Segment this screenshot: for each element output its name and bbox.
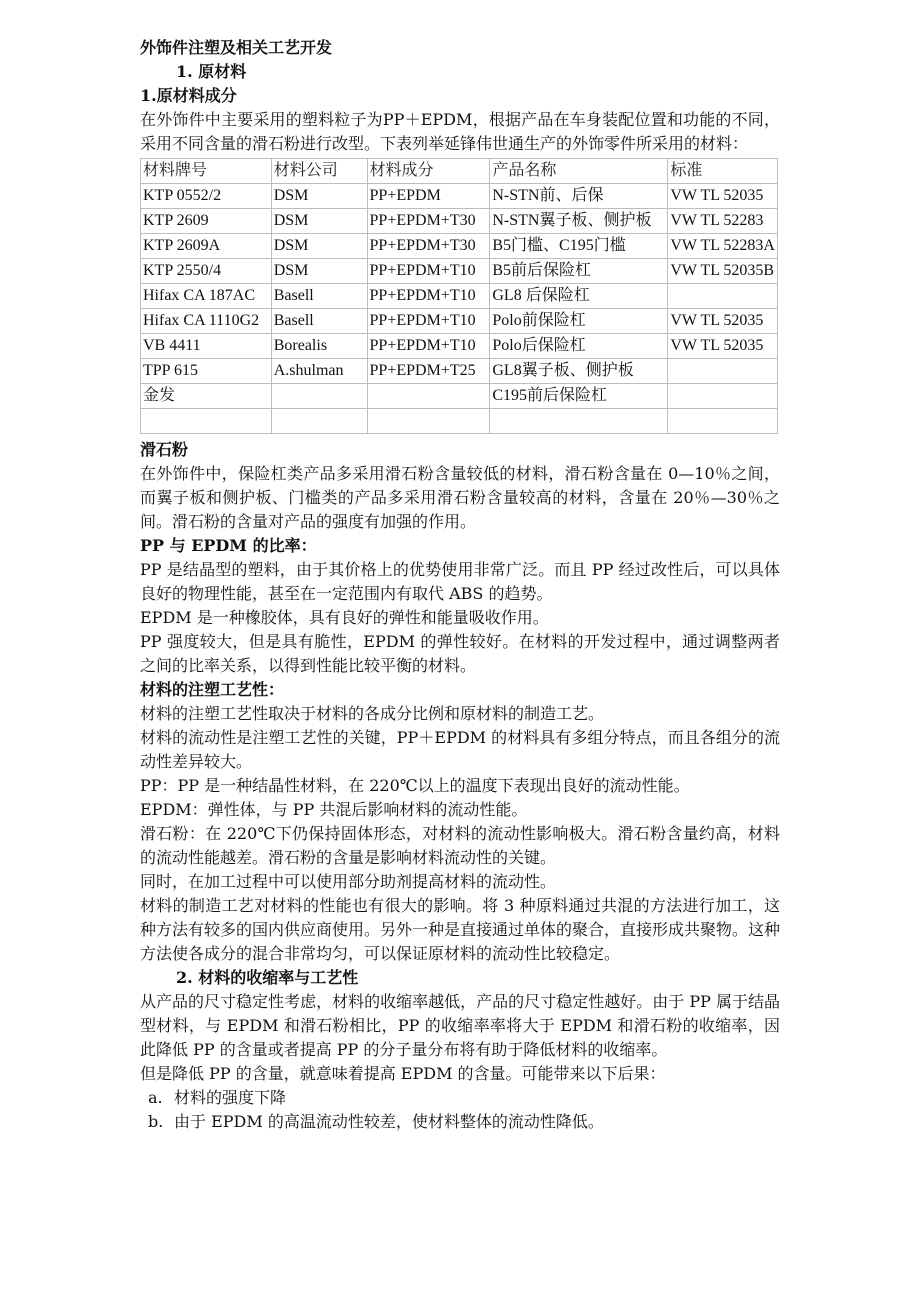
cell-grade xyxy=(141,409,272,434)
cell-composition: PP+EPDM+T10 xyxy=(367,284,490,309)
cell-composition: PP+EPDM+T25 xyxy=(367,359,490,384)
cell-composition: PP+EPDM+T30 xyxy=(367,209,490,234)
ratio-paragraph-2: EPDM 是一种橡胶体，具有良好的弹性和能量吸收作用。 xyxy=(140,608,549,627)
header-standard: 标准 xyxy=(668,159,778,184)
process-heading: 材料的注塑工艺性： xyxy=(140,680,285,699)
cell-composition: PP+EPDM xyxy=(367,184,490,209)
cell-company: Borealis xyxy=(271,334,367,359)
cell-grade: VB 4411 xyxy=(141,334,272,359)
cell-grade: Hifax CA 1110G2 xyxy=(141,309,272,334)
cell-product: Polo后保险杠 xyxy=(490,334,668,359)
ratio-paragraph-1: PP 是结晶型的塑料，由于其价格上的优势使用非常广泛。而且 PP 经过改性后，可以具体良好的物理性能，甚至在一定范围内有取代 ABS 的趋势。 xyxy=(140,560,780,603)
cell-company: DSM xyxy=(271,209,367,234)
cell-standard: VW TL 52283A xyxy=(668,234,778,259)
cell-composition: PP+EPDM+T10 xyxy=(367,259,490,284)
table-row xyxy=(141,284,778,309)
header-product: 产品名称 xyxy=(490,159,668,184)
process-paragraph-4: EPDM：弹性体，与 PP 共混后影响材料的流动性能。 xyxy=(140,800,528,819)
list-marker: a. xyxy=(148,1088,163,1107)
process-paragraph-6: 同时，在加工过程中可以使用部分助剂提高材料的流动性。 xyxy=(140,872,557,891)
document-body xyxy=(140,36,780,1134)
list-item xyxy=(140,1110,780,1134)
cell-grade: KTP 2609 xyxy=(141,209,272,234)
header-company: 材料公司 xyxy=(271,159,367,184)
section-2-heading: 2. 材料的收缩率与工艺性 xyxy=(176,968,359,987)
list-text: 由于 EPDM 的高温流动性较差，使材料整体的流动性降低。 xyxy=(174,1112,604,1131)
cell-grade: KTP 2550/4 xyxy=(141,259,272,284)
table-row xyxy=(141,184,778,209)
cell-product xyxy=(490,409,668,434)
cell-grade: KTP 2609A xyxy=(141,234,272,259)
cell-company: Basell xyxy=(271,284,367,309)
cell-product: GL8 后保险杠 xyxy=(490,284,668,309)
cell-standard: VW TL 52283 xyxy=(668,209,778,234)
list-marker: b. xyxy=(148,1112,164,1131)
table-row xyxy=(141,209,778,234)
header-grade: 材料牌号 xyxy=(141,159,272,184)
cell-product: GL8翼子板、侧护板 xyxy=(490,359,668,384)
cell-product: Polo前保险杠 xyxy=(490,309,668,334)
cell-standard xyxy=(668,384,778,409)
table-row xyxy=(141,259,778,284)
process-paragraph-5: 滑石粉：在 220℃下仍保持固体形态，对材料的流动性影响极大。滑石粉含量约高，材料的流动性能越差。滑石粉的含量是影响材料流动性的关键。 xyxy=(140,824,780,867)
cell-standard xyxy=(668,409,778,434)
ratio-heading: PP 与 EPDM 的比率： xyxy=(140,536,317,555)
cell-standard xyxy=(668,284,778,309)
list-item xyxy=(140,1086,780,1110)
cell-product: B5前后保险杠 xyxy=(490,259,668,284)
cell-composition: PP+EPDM+T10 xyxy=(367,334,490,359)
materials-table xyxy=(140,158,778,434)
cell-standard: VW TL 52035B xyxy=(668,259,778,284)
cell-composition: PP+EPDM+T30 xyxy=(367,234,490,259)
process-paragraph-2: 材料的流动性是注塑工艺性的关键，PP＋EPDM 的材料具有多组分特点，而且各组分的流动性差异较大。 xyxy=(140,728,780,771)
cell-composition xyxy=(367,384,490,409)
cell-composition xyxy=(367,409,490,434)
ratio-paragraph-3: PP 强度较大，但是具有脆性，EPDM 的弹性较好。在材料的开发过程中，通过调整两者之间的比率关系，以得到性能比较平衡的材料。 xyxy=(140,632,780,675)
cell-company xyxy=(271,384,367,409)
cell-grade: KTP 0552/2 xyxy=(141,184,272,209)
intro-paragraph: 在外饰件中主要采用的塑料粒子为PP＋EPDM，根据产品在车身装配位置和功能的不同，采用不同含量的滑石粉进行改型。下表列举延锋伟世通生产的外饰零件所采用的材料： xyxy=(140,110,780,153)
document-title: 外饰件注塑及相关工艺开发 xyxy=(140,38,333,57)
cell-company: Basell xyxy=(271,309,367,334)
cell-product: N-STN前、后保 xyxy=(490,184,668,209)
cell-grade: TPP 615 xyxy=(141,359,272,384)
process-paragraph-7: 材料的制造工艺对材料的性能也有很大的影响。将 3 种原料通过共混的方法进行加工，这种方法有较多的国内供应商使用。另外一种是直接通过单体的聚合，直接形成共聚物。这种方法使各成分的混合非常均匀，可以保证原材料的流动性比较稳定。 xyxy=(140,896,781,963)
table-row xyxy=(141,234,778,259)
cell-company: A.shulman xyxy=(271,359,367,384)
cell-standard: VW TL 52035 xyxy=(668,184,778,209)
cell-standard xyxy=(668,359,778,384)
cell-product: N-STN翼子板、侧护板 xyxy=(490,209,668,234)
section-1-heading: 1. 原材料 xyxy=(176,62,247,81)
section-1-subheading: 1.原材料成分 xyxy=(140,86,237,105)
cell-standard: VW TL 52035 xyxy=(668,309,778,334)
talc-heading: 滑石粉 xyxy=(140,440,189,459)
cell-product: B5门槛、C195门槛 xyxy=(490,234,668,259)
cell-company: DSM xyxy=(271,234,367,259)
cell-composition: PP+EPDM+T10 xyxy=(367,309,490,334)
table-row xyxy=(141,309,778,334)
cell-grade: 金发 xyxy=(141,384,272,409)
header-composition: 材料成分 xyxy=(367,159,490,184)
cell-grade: Hifax CA 187AC xyxy=(141,284,272,309)
shrinkage-paragraph-2: 但是降低 PP 的含量，就意味着提高 EPDM 的含量。可能带来以下后果： xyxy=(140,1064,666,1083)
process-paragraph-3: PP：PP 是一种结晶性材料，在 220℃以上的温度下表现出良好的流动性能。 xyxy=(140,776,690,795)
cell-company xyxy=(271,409,367,434)
cell-company: DSM xyxy=(271,259,367,284)
shrinkage-paragraph-1: 从产品的尺寸稳定性考虑，材料的收缩率越低，产品的尺寸稳定性越好。由于 PP 属于结晶型材料，与 EPDM 和滑石粉相比，PP 的收缩率率将大于 EPDM 和滑石粉的收缩率，因此降低 PP 的含量或者提高 PP 的分子量分布将有助于降低材料的收缩率。 xyxy=(140,992,780,1059)
talc-paragraph: 在外饰件中，保险杠类产品多采用滑石粉含量较低的材料，滑石粉含量在 0—10％之间，而翼子板和侧护板、门槛类的产品多采用滑石粉含量较高的材料，含量在 20％—30％之间。滑石粉的含量对产品的强度有加强的作用。 xyxy=(140,464,780,531)
table-body xyxy=(141,184,778,434)
process-paragraph-1: 材料的注塑工艺性取决于材料的各成分比例和原材料的制造工艺。 xyxy=(140,704,605,723)
table-row xyxy=(141,334,778,359)
cell-company: DSM xyxy=(271,184,367,209)
table-row xyxy=(141,384,778,409)
table-row xyxy=(141,359,778,384)
table-header-row xyxy=(141,159,778,184)
cell-standard: VW TL 52035 xyxy=(668,334,778,359)
list-text: 材料的强度下降 xyxy=(174,1088,287,1107)
cell-product: C195前后保险杠 xyxy=(490,384,668,409)
table-row xyxy=(141,409,778,434)
